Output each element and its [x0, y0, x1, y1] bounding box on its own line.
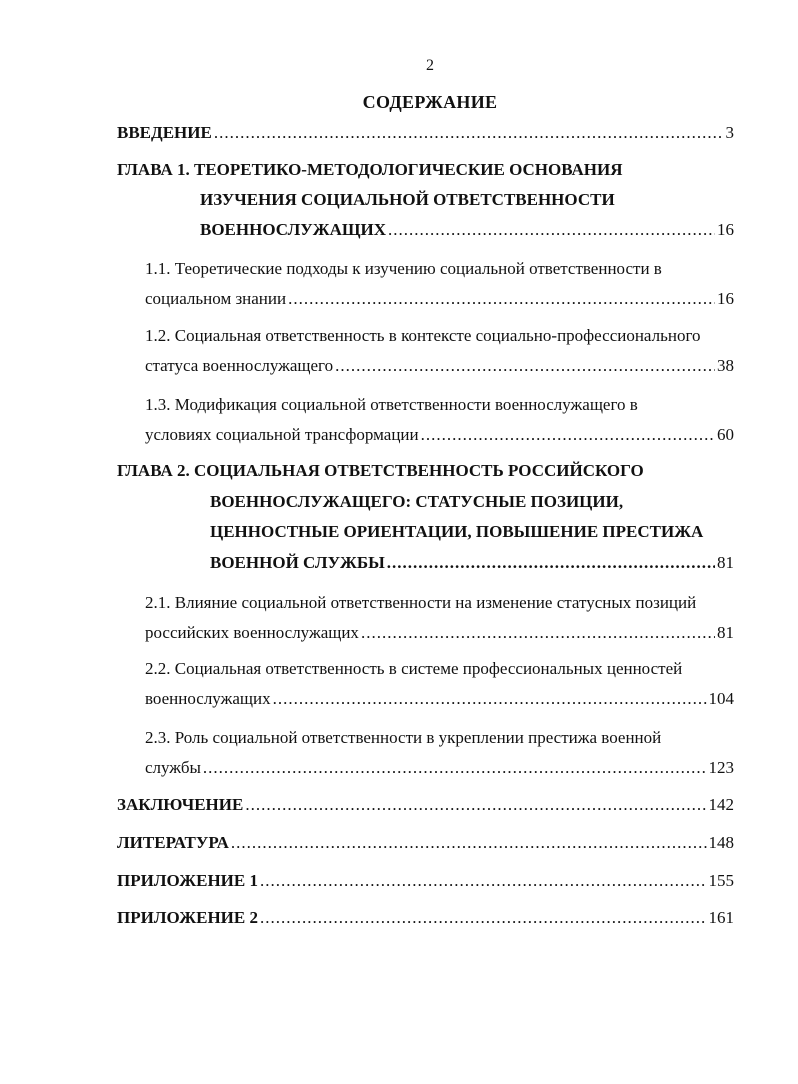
section-1-3-line1: 1.3. Модификация социальной ответственности военнослужащего в	[145, 395, 638, 414]
dot-leader	[273, 688, 707, 710]
toc-entry-section-1-2[interactable]	[145, 355, 734, 377]
section-2-1-line2: российских военнослужащих	[145, 623, 359, 642]
section-2-1-line1: 2.1. Влияние социальной ответственности на изменение статусных позиций	[145, 593, 697, 612]
section-2-2-line1: 2.2. Социальная ответственность в системе профессиональных ценностей	[145, 659, 683, 678]
chapter2-title-line3: ЦЕННОСТНЫЕ ОРИЕНТАЦИИ, ПОВЫШЕНИЕ ПРЕСТИЖА	[210, 522, 704, 541]
page-number: 2	[426, 57, 434, 74]
section-2-3-line1: 2.3. Роль социальной ответственности в укреплении престижа военной	[145, 728, 662, 747]
toc-page-number: 16	[717, 289, 734, 308]
toc-page-number: 38	[717, 356, 734, 375]
section-1-2-line1: 1.2. Социальная ответственность в контексте социально-профессионального	[145, 326, 701, 345]
toc-entry-text: ЛИТЕРАТУРА	[117, 833, 229, 852]
dot-leader	[361, 622, 715, 644]
chapter2-title-line4: ВОЕННОЙ СЛУЖБЫ	[210, 553, 385, 572]
toc-page-number: 148	[708, 833, 734, 852]
chapter2-title-line2: ВОЕННОСЛУЖАЩЕГО: СТАТУСНЫЕ ПОЗИЦИИ,	[210, 492, 624, 511]
section-1-3-line2: условиях социальной трансформации	[145, 425, 419, 444]
toc-entry-section-2-1[interactable]	[145, 622, 734, 644]
toc-entry-text: ПРИЛОЖЕНИЕ 2	[117, 908, 258, 927]
section-2-2-line2: военнослужащих	[145, 689, 271, 708]
toc-entry-literature[interactable]	[117, 832, 734, 854]
toc-page-number: 104	[708, 689, 734, 708]
dot-leader	[203, 757, 707, 779]
toc-page-number: 155	[708, 871, 734, 890]
toc-title: СОДЕРЖАНИЕ	[362, 92, 498, 112]
toc-page-number: 81	[717, 553, 734, 572]
toc-page-number: 3	[725, 123, 734, 142]
chapter1-title-line1: ГЛАВА 1. ТЕОРЕТИКО-МЕТОДОЛОГИЧЕСКИЕ ОСНОВАНИЯ	[117, 160, 623, 179]
toc-entry-text: ВВЕДЕНИЕ	[117, 123, 212, 142]
chapter1-title-line2: ИЗУЧЕНИЯ СОЦИАЛЬНОЙ ОТВЕТСТВЕННОСТИ	[200, 190, 615, 209]
section-2-3-line2: службы	[145, 758, 201, 777]
toc-entry-appendix-2[interactable]	[117, 907, 734, 929]
section-1-2-line2: статуса военнослужащего	[145, 356, 334, 375]
toc-entry-text: ПРИЛОЖЕНИЕ 1	[117, 871, 258, 890]
section-1-1-line2: социальном знании	[145, 289, 287, 308]
dot-leader	[245, 794, 706, 816]
toc-page-number: 60	[717, 425, 734, 444]
dot-leader	[335, 355, 715, 377]
dot-leader	[214, 122, 724, 144]
toc-page-number: 142	[708, 795, 734, 814]
toc-page-number: 16	[717, 220, 734, 239]
dot-leader	[288, 288, 715, 310]
dot-leader	[260, 870, 707, 892]
toc-entry-intro[interactable]	[117, 122, 734, 144]
dot-leader	[260, 907, 707, 929]
toc-entry-conclusion[interactable]	[117, 794, 734, 816]
toc-entry-chapter2[interactable]	[210, 552, 734, 574]
toc-page-number: 81	[717, 623, 734, 642]
dot-leader	[388, 219, 715, 241]
section-1-1-line1: 1.1. Теоретические подходы к изучению социальной ответственности в	[145, 259, 662, 278]
toc-entry-section-2-3[interactable]	[145, 757, 734, 779]
dot-leader	[231, 832, 707, 854]
toc-entry-appendix-1[interactable]	[117, 870, 734, 892]
toc-page-number: 123	[708, 758, 734, 777]
toc-entry-text: ЗАКЛЮЧЕНИЕ	[117, 795, 244, 814]
toc-entry-section-1-1[interactable]	[145, 288, 734, 310]
toc-entry-section-2-2[interactable]	[145, 688, 734, 710]
dot-leader	[421, 424, 715, 446]
dot-leader	[387, 552, 715, 574]
toc-page-number: 161	[708, 908, 734, 927]
chapter1-title-line3: ВОЕННОСЛУЖАЩИХ	[200, 220, 387, 239]
toc-entry-chapter1[interactable]	[200, 219, 734, 241]
chapter2-title-line1: ГЛАВА 2. СОЦИАЛЬНАЯ ОТВЕТСТВЕННОСТЬ РОССИЙСКОГО	[117, 461, 644, 480]
toc-entry-section-1-3[interactable]	[145, 424, 734, 446]
